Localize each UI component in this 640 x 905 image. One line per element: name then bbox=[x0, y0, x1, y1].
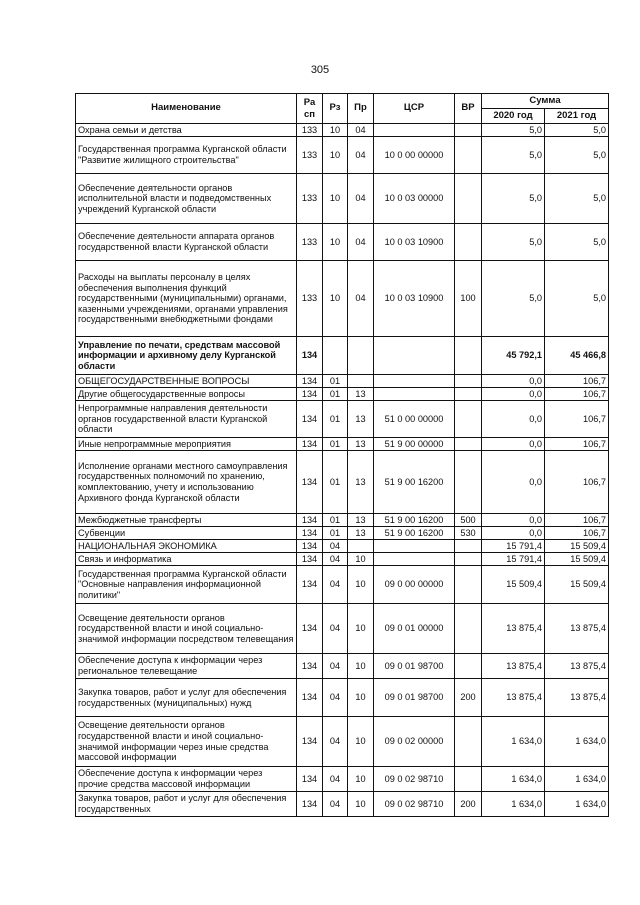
row-sum-2021: 106,7 bbox=[545, 451, 609, 514]
row-sum-2020: 15 791,4 bbox=[482, 553, 545, 566]
row-pr: 13 bbox=[348, 514, 374, 527]
row-csr: 09 0 01 00000 bbox=[374, 604, 455, 654]
row-sum-2021: 106,7 bbox=[545, 388, 609, 401]
row-rasp: 134 bbox=[297, 540, 323, 553]
row-vr bbox=[455, 224, 482, 261]
row-name: Обеспечение деятельности аппарата органов государственной власти Курганской области bbox=[76, 224, 297, 261]
row-pr: 13 bbox=[348, 388, 374, 401]
row-csr: 09 0 02 98710 bbox=[374, 792, 455, 817]
table-row bbox=[76, 717, 609, 767]
header-2021: 2021 год bbox=[545, 109, 609, 124]
table-row bbox=[76, 514, 609, 527]
row-csr bbox=[374, 540, 455, 553]
row-rasp: 134 bbox=[297, 451, 323, 514]
row-sum-2020: 0,0 bbox=[482, 375, 545, 388]
row-vr bbox=[455, 388, 482, 401]
row-sum-2020: 0,0 bbox=[482, 438, 545, 451]
row-vr: 100 bbox=[455, 261, 482, 337]
row-sum-2020: 15 509,4 bbox=[482, 566, 545, 604]
row-sum-2021: 106,7 bbox=[545, 527, 609, 540]
row-vr bbox=[455, 375, 482, 388]
row-sum-2020: 1 634,0 bbox=[482, 767, 545, 792]
row-sum-2020: 5,0 bbox=[482, 261, 545, 337]
row-rz: 04 bbox=[323, 792, 348, 817]
row-rz: 10 bbox=[323, 261, 348, 337]
row-csr: 09 0 01 98700 bbox=[374, 654, 455, 679]
row-rasp: 134 bbox=[297, 654, 323, 679]
header-rz: Рз bbox=[323, 94, 348, 124]
row-sum-2021: 5,0 bbox=[545, 174, 609, 224]
row-pr: 04 bbox=[348, 174, 374, 224]
table-row bbox=[76, 137, 609, 174]
row-pr: 04 bbox=[348, 261, 374, 337]
row-csr bbox=[374, 124, 455, 137]
row-sum-2021: 5,0 bbox=[545, 224, 609, 261]
row-rasp: 134 bbox=[297, 438, 323, 451]
row-csr: 10 0 03 10900 bbox=[374, 261, 455, 337]
row-vr bbox=[455, 124, 482, 137]
row-sum-2020: 5,0 bbox=[482, 224, 545, 261]
header-rasp: Ра сп bbox=[297, 94, 323, 124]
table-row bbox=[76, 767, 609, 792]
row-pr: 10 bbox=[348, 717, 374, 767]
row-pr: 04 bbox=[348, 124, 374, 137]
table-row bbox=[76, 174, 609, 224]
row-rz: 04 bbox=[323, 604, 348, 654]
row-rz: 01 bbox=[323, 451, 348, 514]
row-rz: 04 bbox=[323, 553, 348, 566]
table-row bbox=[76, 604, 609, 654]
row-vr: 500 bbox=[455, 514, 482, 527]
row-pr: 13 bbox=[348, 438, 374, 451]
row-rz: 04 bbox=[323, 540, 348, 553]
row-name: Обеспечение деятельности органов исполнительной власти и подведомственных учреждений Курганской области bbox=[76, 174, 297, 224]
table-row bbox=[76, 388, 609, 401]
row-rz: 04 bbox=[323, 566, 348, 604]
row-vr bbox=[455, 438, 482, 451]
row-rasp: 134 bbox=[297, 527, 323, 540]
row-name: Иные непрограммные мероприятия bbox=[76, 438, 297, 451]
row-rasp: 134 bbox=[297, 553, 323, 566]
row-sum-2021: 15 509,4 bbox=[545, 566, 609, 604]
row-rz bbox=[323, 337, 348, 375]
row-sum-2021: 106,7 bbox=[545, 438, 609, 451]
row-rasp: 133 bbox=[297, 124, 323, 137]
row-vr bbox=[455, 174, 482, 224]
row-pr: 13 bbox=[348, 527, 374, 540]
row-vr bbox=[455, 604, 482, 654]
row-rasp: 134 bbox=[297, 375, 323, 388]
row-rz: 04 bbox=[323, 654, 348, 679]
row-vr bbox=[455, 337, 482, 375]
row-rasp: 133 bbox=[297, 224, 323, 261]
row-rasp: 134 bbox=[297, 514, 323, 527]
table-row bbox=[76, 451, 609, 514]
row-rasp: 134 bbox=[297, 717, 323, 767]
row-sum-2020: 1 634,0 bbox=[482, 717, 545, 767]
row-name: Непрограммные направления деятельности органов государственной власти Курганской области bbox=[76, 401, 297, 438]
row-csr: 51 9 00 00000 bbox=[374, 438, 455, 451]
row-vr bbox=[455, 553, 482, 566]
table-row bbox=[76, 566, 609, 604]
row-csr: 09 0 02 00000 bbox=[374, 717, 455, 767]
row-sum-2021: 5,0 bbox=[545, 137, 609, 174]
row-name: Государственная программа Курганской области "Развитие жилищного строительства" bbox=[76, 137, 297, 174]
table-row bbox=[76, 438, 609, 451]
row-pr: 10 bbox=[348, 679, 374, 717]
table-row bbox=[76, 679, 609, 717]
row-rz: 10 bbox=[323, 174, 348, 224]
row-csr bbox=[374, 553, 455, 566]
row-sum-2020: 0,0 bbox=[482, 388, 545, 401]
row-rasp: 134 bbox=[297, 337, 323, 375]
row-csr: 51 9 00 16200 bbox=[374, 514, 455, 527]
row-sum-2021: 1 634,0 bbox=[545, 717, 609, 767]
header-csr: ЦСР bbox=[374, 94, 455, 124]
table-row bbox=[76, 553, 609, 566]
row-rasp: 134 bbox=[297, 388, 323, 401]
row-vr bbox=[455, 451, 482, 514]
row-sum-2020: 5,0 bbox=[482, 174, 545, 224]
row-rz: 04 bbox=[323, 767, 348, 792]
row-sum-2020: 15 791,4 bbox=[482, 540, 545, 553]
row-pr: 13 bbox=[348, 401, 374, 438]
row-csr: 51 0 00 00000 bbox=[374, 401, 455, 438]
row-vr bbox=[455, 401, 482, 438]
row-rz: 01 bbox=[323, 401, 348, 438]
row-rasp: 134 bbox=[297, 566, 323, 604]
table-row bbox=[76, 654, 609, 679]
table-row bbox=[76, 124, 609, 137]
row-pr: 10 bbox=[348, 654, 374, 679]
row-rz: 04 bbox=[323, 679, 348, 717]
row-pr: 10 bbox=[348, 792, 374, 817]
row-name: НАЦИОНАЛЬНАЯ ЭКОНОМИКА bbox=[76, 540, 297, 553]
row-rz: 01 bbox=[323, 527, 348, 540]
row-rasp: 133 bbox=[297, 261, 323, 337]
row-name: Охрана семьи и детства bbox=[76, 124, 297, 137]
row-rz: 01 bbox=[323, 375, 348, 388]
row-csr bbox=[374, 337, 455, 375]
row-vr bbox=[455, 137, 482, 174]
row-rz: 01 bbox=[323, 388, 348, 401]
row-sum-2021: 106,7 bbox=[545, 514, 609, 527]
row-name: Обеспечение доступа к информации через региональное телевещание bbox=[76, 654, 297, 679]
row-name: Закупка товаров, работ и услуг для обеспечения государственных (муниципальных) нужд bbox=[76, 679, 297, 717]
table-row bbox=[76, 401, 609, 438]
table-row bbox=[76, 792, 609, 817]
table-row bbox=[76, 261, 609, 337]
table-row bbox=[76, 527, 609, 540]
row-sum-2020: 0,0 bbox=[482, 451, 545, 514]
row-sum-2021: 5,0 bbox=[545, 124, 609, 137]
table-row bbox=[76, 540, 609, 553]
row-vr bbox=[455, 767, 482, 792]
row-csr bbox=[374, 388, 455, 401]
row-sum-2020: 1 634,0 bbox=[482, 792, 545, 817]
row-sum-2020: 13 875,4 bbox=[482, 654, 545, 679]
row-csr: 10 0 00 00000 bbox=[374, 137, 455, 174]
row-sum-2020: 0,0 bbox=[482, 514, 545, 527]
row-sum-2021: 13 875,4 bbox=[545, 604, 609, 654]
row-rasp: 134 bbox=[297, 767, 323, 792]
page-number: 305 bbox=[310, 64, 330, 76]
row-sum-2020: 5,0 bbox=[482, 137, 545, 174]
row-name: Управление по печати, средствам массовой информации и архивному делу Курганской области bbox=[76, 337, 297, 375]
row-rz: 10 bbox=[323, 137, 348, 174]
row-sum-2021: 15 509,4 bbox=[545, 553, 609, 566]
table-row bbox=[76, 337, 609, 375]
row-name: Связь и информатика bbox=[76, 553, 297, 566]
row-name: Освещение деятельности органов государственной власти и иной социально-значимой информации посредством телевещания bbox=[76, 604, 297, 654]
row-vr: 200 bbox=[455, 792, 482, 817]
row-sum-2020: 0,0 bbox=[482, 401, 545, 438]
row-sum-2021: 45 466,8 bbox=[545, 337, 609, 375]
row-name: Межбюджетные трансферты bbox=[76, 514, 297, 527]
row-csr bbox=[374, 375, 455, 388]
table-body bbox=[76, 124, 609, 817]
row-name: Закупка товаров, работ и услуг для обеспечения государственных bbox=[76, 792, 297, 817]
row-vr bbox=[455, 717, 482, 767]
row-sum-2020: 13 875,4 bbox=[482, 679, 545, 717]
header-2020: 2020 год bbox=[482, 109, 545, 124]
row-rz: 10 bbox=[323, 124, 348, 137]
row-sum-2021: 1 634,0 bbox=[545, 767, 609, 792]
row-pr: 04 bbox=[348, 224, 374, 261]
row-sum-2021: 1 634,0 bbox=[545, 792, 609, 817]
row-vr: 530 bbox=[455, 527, 482, 540]
row-csr: 51 9 00 16200 bbox=[374, 451, 455, 514]
row-name: Обеспечение доступа к информации через прочие средства массовой информации bbox=[76, 767, 297, 792]
row-name: Освещение деятельности органов государственной власти и иной социально-значимой информации через иные средства массовой информации bbox=[76, 717, 297, 767]
row-pr: 13 bbox=[348, 451, 374, 514]
row-rasp: 134 bbox=[297, 604, 323, 654]
row-vr bbox=[455, 566, 482, 604]
row-name: Другие общегосударственные вопросы bbox=[76, 388, 297, 401]
row-name: Расходы на выплаты персоналу в целях обеспечения выполнения функций государственными (муниципальными) органами, казенными учреждениями, органами управления государственными внебюджетными фондами bbox=[76, 261, 297, 337]
row-pr: 10 bbox=[348, 604, 374, 654]
row-name: ОБЩЕГОСУДАРСТВЕННЫЕ ВОПРОСЫ bbox=[76, 375, 297, 388]
row-csr: 51 9 00 16200 bbox=[374, 527, 455, 540]
row-pr bbox=[348, 375, 374, 388]
row-pr bbox=[348, 337, 374, 375]
row-sum-2020: 0,0 bbox=[482, 527, 545, 540]
row-sum-2021: 5,0 bbox=[545, 261, 609, 337]
row-rz: 04 bbox=[323, 717, 348, 767]
row-rasp: 133 bbox=[297, 137, 323, 174]
row-sum-2020: 5,0 bbox=[482, 124, 545, 137]
row-rasp: 134 bbox=[297, 792, 323, 817]
row-pr: 10 bbox=[348, 553, 374, 566]
row-rz: 01 bbox=[323, 438, 348, 451]
row-sum-2020: 13 875,4 bbox=[482, 604, 545, 654]
row-pr: 04 bbox=[348, 137, 374, 174]
header-sum: Сумма bbox=[482, 94, 609, 109]
row-rasp: 134 bbox=[297, 401, 323, 438]
row-csr: 10 0 03 00000 bbox=[374, 174, 455, 224]
row-sum-2020: 45 792,1 bbox=[482, 337, 545, 375]
row-rz: 01 bbox=[323, 514, 348, 527]
row-vr: 200 bbox=[455, 679, 482, 717]
row-sum-2021: 106,7 bbox=[545, 401, 609, 438]
row-sum-2021: 13 875,4 bbox=[545, 679, 609, 717]
row-pr: 10 bbox=[348, 767, 374, 792]
row-csr: 10 0 03 10900 bbox=[374, 224, 455, 261]
header-pr: Пр bbox=[348, 94, 374, 124]
row-name: Субвенции bbox=[76, 527, 297, 540]
header-vr: ВР bbox=[455, 94, 482, 124]
row-name: Государственная программа Курганской области "Основные направления информационной политики" bbox=[76, 566, 297, 604]
row-rasp: 134 bbox=[297, 679, 323, 717]
row-sum-2021: 13 875,4 bbox=[545, 654, 609, 679]
row-pr bbox=[348, 540, 374, 553]
table-row bbox=[76, 375, 609, 388]
row-rasp: 133 bbox=[297, 174, 323, 224]
row-sum-2021: 106,7 bbox=[545, 375, 609, 388]
row-vr bbox=[455, 540, 482, 553]
budget-table bbox=[75, 93, 609, 817]
row-sum-2021: 15 509,4 bbox=[545, 540, 609, 553]
row-name: Исполнение органами местного самоуправления государственных полномочий по хранению, комплектованию, учету и использованию Архивного фонда Курганской области bbox=[76, 451, 297, 514]
row-rz: 10 bbox=[323, 224, 348, 261]
row-csr: 09 0 01 98700 bbox=[374, 679, 455, 717]
row-csr: 09 0 00 00000 bbox=[374, 566, 455, 604]
row-csr: 09 0 02 98710 bbox=[374, 767, 455, 792]
row-pr: 10 bbox=[348, 566, 374, 604]
table-row bbox=[76, 224, 609, 261]
header-name: Наименование bbox=[76, 94, 297, 124]
row-vr bbox=[455, 654, 482, 679]
